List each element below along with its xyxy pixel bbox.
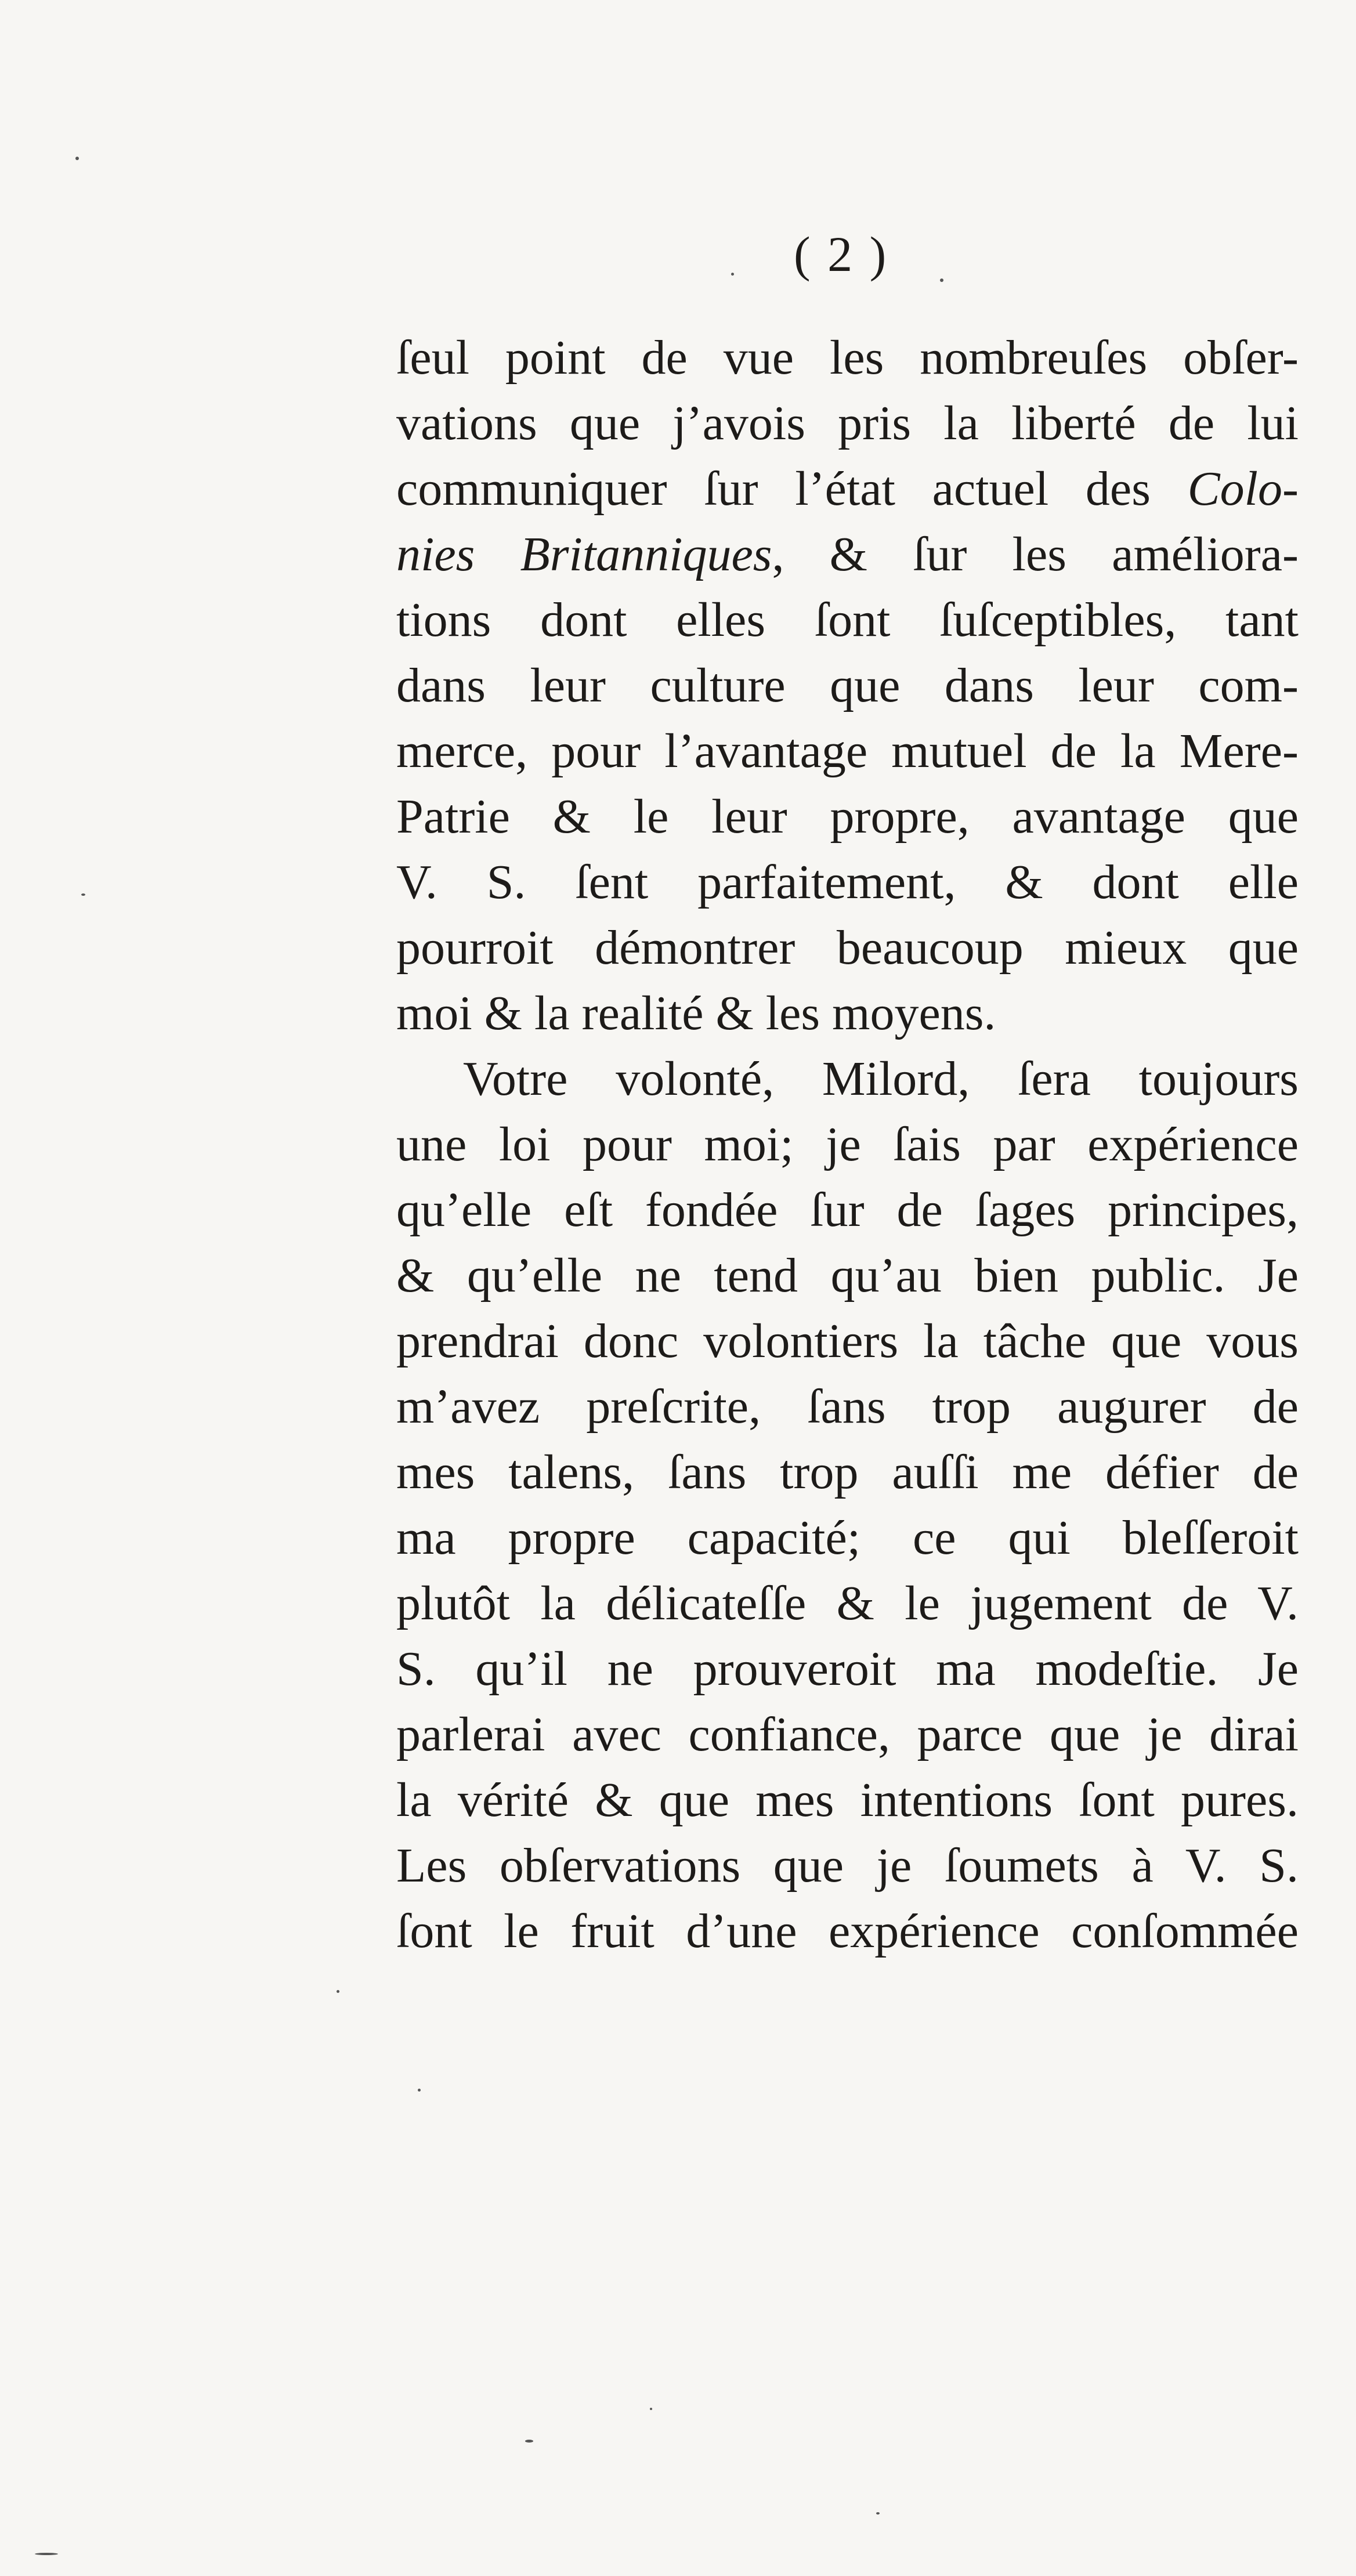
paper-speck	[75, 157, 79, 160]
paper-speck	[418, 2089, 421, 2092]
text-line: ſont le fruit d’une expérience conſommée	[396, 1904, 1299, 1958]
text-line: V. S. ſent parfaitement, & dont elle	[396, 855, 1299, 909]
text-line: dans leur culture que dans leur com-	[396, 659, 1299, 712]
text-line: & qu’elle ne tend qu’au bien public. Je	[396, 1249, 1299, 1303]
text-line: ma propre capacité; ce qui bleſſeroit	[396, 1511, 1299, 1565]
text-line: Les obſervations que je ſoumets à V. S.	[396, 1839, 1299, 1893]
paper-speck	[81, 893, 85, 896]
text-line: mes talens, ſans trop auſſi me défier de	[396, 1445, 1299, 1499]
text-line: Patrie & le leur propre, avantage que	[396, 790, 1299, 844]
text-line	[396, 522, 1299, 587]
paper-speck	[35, 2553, 58, 2555]
text-line: ſeul point de vue les nombreuſes obſer-	[396, 331, 1299, 385]
paper-speck	[337, 1990, 339, 1993]
paragraph-2	[396, 1046, 1299, 2029]
text-line: parlerai avec confiance, parce que je dirai	[396, 1707, 1299, 1761]
text-line: une loi pour moi; je ſais par expérience	[396, 1117, 1299, 1171]
paper-speck	[731, 273, 734, 276]
text-line: merce, pour l’avantage mutuel de la Mere-	[396, 724, 1299, 778]
paper-speck	[525, 2440, 533, 2443]
paragraph-1	[396, 325, 1299, 1046]
text-line	[396, 1964, 1299, 2029]
text-line: S. qu’il ne prouveroit ma modeſtie. Je	[396, 1642, 1299, 1696]
text-line: prendrai donc volontiers la tâche que vous	[396, 1314, 1299, 1368]
text-line: plutôt la délicateſſe & le jugement de V.	[396, 1576, 1299, 1630]
text-line: m’avez preſcrite, ſans trop augurer de	[396, 1380, 1299, 1434]
paper-speck	[650, 2408, 652, 2410]
text-line: pourroit démontrer beaucoup mieux que	[396, 921, 1299, 975]
text-line: moi & la realité & les moyens.	[396, 986, 996, 1040]
text-line: vations que j’avois pris la liberté de lui	[396, 396, 1299, 450]
text-run: , & ſur les améliora-	[772, 527, 1299, 581]
text-line: qu’elle eſt fondée ſur de ſages principes,	[396, 1183, 1299, 1237]
text-line: Votre volonté, Milord, ſera toujours	[463, 1052, 1299, 1106]
paper-speck	[940, 278, 943, 282]
text-line: la vérité & que mes intentions ſont pures.	[396, 1773, 1299, 1827]
text-line: tions dont elles ſont ſuſceptibles, tant	[396, 593, 1299, 647]
text-line	[396, 456, 1299, 522]
italic-run: Colo-	[1187, 462, 1299, 516]
paper-speck	[876, 2512, 880, 2515]
body-text	[396, 325, 1299, 2029]
text-run: communiquer ſur l’état actuel des	[396, 462, 1188, 516]
page-number: ( 2 )	[794, 226, 889, 282]
italic-run: nies Britanniques	[396, 527, 772, 581]
